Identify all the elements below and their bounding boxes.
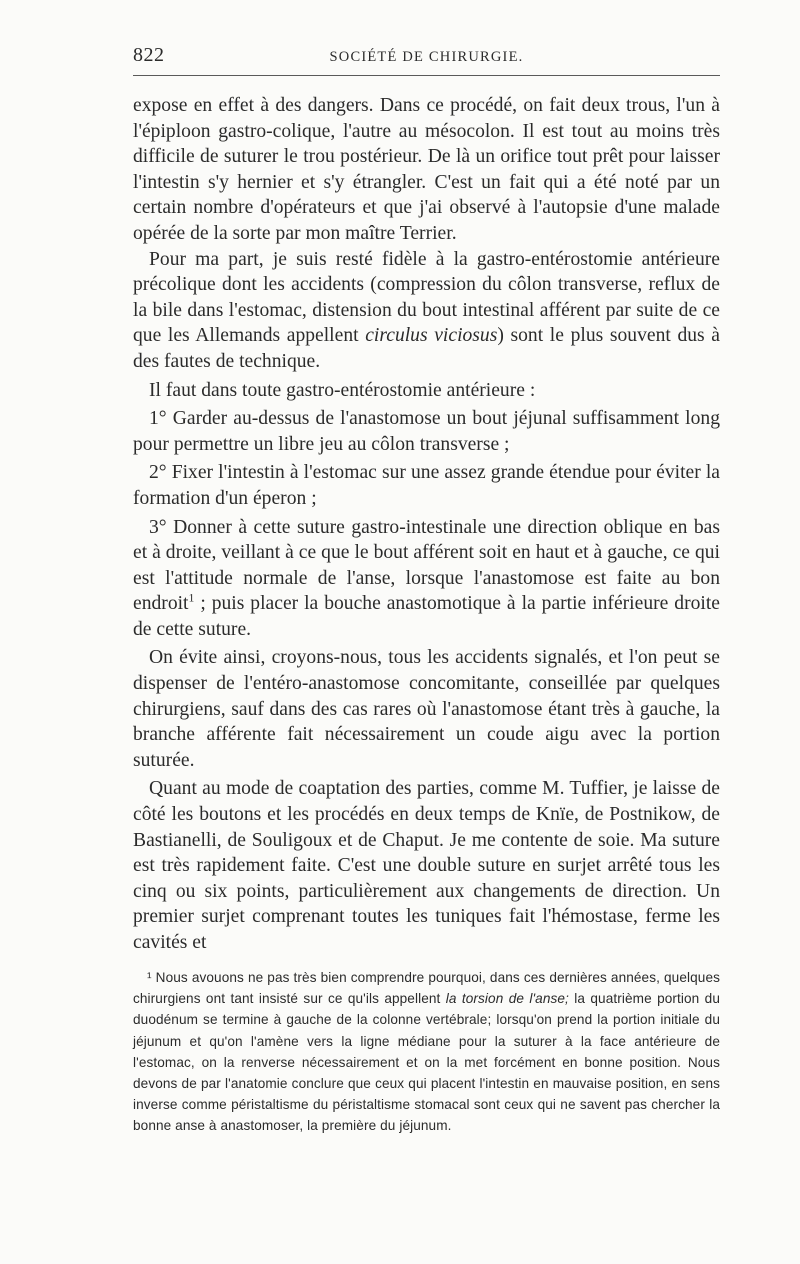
text-span: Nous avouons ne pas très bien comprendre pourquoi, dans ces dernières années, quelques chirurgiens ont tant insisté sur ce qu'ils appellent (133, 970, 720, 1007)
main-text (133, 93, 720, 956)
italic-term: la torsion de l'anse; (445, 991, 569, 1007)
italic-term: circulus viciosus (365, 325, 498, 347)
footnote-text (133, 967, 720, 1137)
paragraph-continuation: expose en effet à des dangers. Dans ce procédé, on fait deux trous, l'un à l'épiploon gastro-colique, l'autre au mésocolon. Il est tout au moins très difficile de suturer le trou postérieur. De là un orifice tout prêt pour laisser l'intestin s'y hernier et s'y étrangler. C'est un fait qui a été noté par un certain nombre d'opérateurs et que j'ai observé à l'autopsie d'une malade opérée de la sorte par mon maître Terrier. (133, 95, 720, 244)
paragraph-conclusion: On évite ainsi, croyons-nous, tous les accidents signalés, et l'on peut se dispenser de l'entéro-anastomose concomitante, conseillée par quelques chirurgiens, sauf dans des cas rares où l'anastomose étant très à gauche, la branche afférente fait nécessairement un coude aigu avec la portion suturée. (133, 647, 720, 771)
paragraph-coaptation: Quant au mode de coaptation des parties, comme M. Tuffier, je laisse de côté les boutons et les procédés en deux temps de Knïe, de Postnikow, de Bastianelli, de Souligoux et de Chaput. Je me contente de soie. Ma suture est très rapidement faite. C'est une double suture en surjet arrêté tous les cinq ou six points, particulièrement aux changements de direction. Un premier surjet comprenant toutes les tuniques fait l'hémostase, ferme les cavités et (133, 778, 720, 953)
header-rule (133, 75, 720, 76)
footnote-reference: 1 (188, 591, 195, 605)
paragraph-precolic (133, 247, 720, 375)
page-number: 822 (133, 44, 165, 66)
footnote (133, 967, 720, 1137)
text-span: la quatrième portion du duodénum se termine à gauche de la colonne vertébrale; lorsqu'on prend la portion initiale du jéjunum et qu'on l'amène vers la ligne médiane pour la suturer à la face antérieure de l'estomac, on la renverse nécessairement et on la met forcément en bonne position. Nous devons de par l'anatomie conclure que ceux qui placent l'intestin en mauvaise position, en sens inverse comme péristaltisme du péristaltisme stomacal sont ceux qui ne savent pas chercher la bonne anse à anastomoser, la première du jéjunum. (133, 991, 720, 1134)
paragraph-rule-2: 2° Fixer l'intestin à l'estomac sur une assez grande étendue pour éviter la formation d'un éperon ; (133, 462, 720, 509)
footnote-mark: ¹ (147, 970, 152, 985)
paragraph-rules-intro: Il faut dans toute gastro-entérostomie antérieure : (149, 379, 536, 401)
journal-title: SOCIÉTÉ DE CHIRURGIE. (329, 49, 524, 65)
text-span: ) sont le plus souvent dus à des fautes de technique. (133, 325, 720, 372)
text-span: Pour ma part, je suis resté fidèle à la gastro-entérostomie antérieure précolique dont les accidents (compression du côlon transverse, reflux de la bile dans l'estomac, distension du bout intestinal afférent par suite de ce que les Allemands appellent (133, 248, 720, 347)
text-span: 3° Donner à cette suture gastro-intestinale une direction oblique en bas et à droite, veillant à ce que le bout afférent soit en haut et à gauche, ce qui est l'attitude normale de l'anse, lorsque l'anastomose est faite au bon endroit (133, 516, 720, 615)
text-span: ; puis placer la bouche anastomotique à la partie inférieure droite de cette suture. (133, 593, 720, 640)
paragraph-rule-1: 1° Garder au-dessus de l'anastomose un bout jéjunal suffisamment long pour permettre un libre jeu au côlon transverse ; (133, 408, 720, 455)
running-head (133, 44, 720, 68)
paragraph-rule-3 (133, 515, 720, 643)
